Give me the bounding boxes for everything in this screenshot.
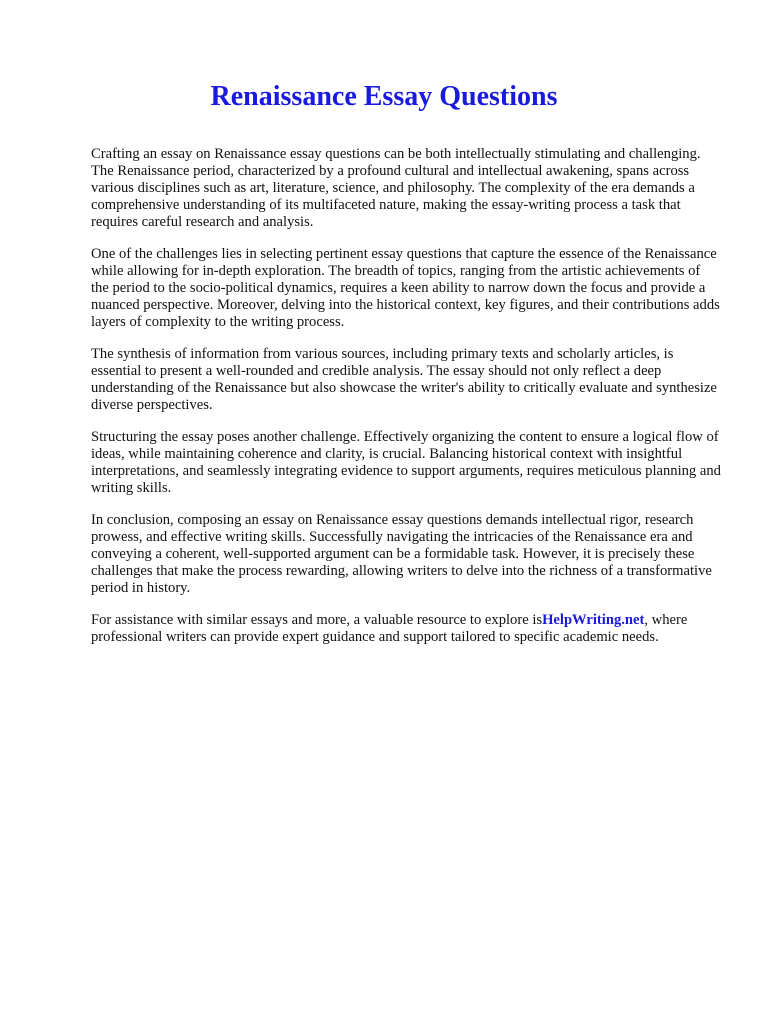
helpwriting-link[interactable]: HelpWriting.net	[542, 612, 645, 628]
document-body	[91, 146, 721, 661]
page-title: Renaissance Essay Questions	[210, 81, 558, 112]
paragraph-resource	[91, 612, 721, 646]
paragraph-conclusion: In conclusion, composing an essay on Renaissance essay questions demands intellectual rigor, research prowess, and effective writing skills. Successfully navigating the intricacies of the Renaissance era and conveying a coherent, well-supported argument can be a formidable task. However, it is precisely these challenges that make the process rewarding, allowing writers to delve into the richness of a transformative period in history.	[91, 512, 712, 596]
resource-text-after-link: , where professional writers can provide expert guidance and support tailored to specific academic needs.	[91, 612, 688, 645]
paragraph-synthesis: The synthesis of information from various sources, including primary texts and scholarly articles, is essential to present a well-rounded and credible analysis. The essay should not only reflect a deep understanding of the Renaissance but also showcase the writer's ability to critically evaluate and synthesize diverse perspectives.	[91, 346, 717, 413]
paragraph-intro: Crafting an essay on Renaissance essay questions can be both intellectually stimulating and challenging. The Renaissance period, characterized by a profound cultural and intellectual awakening, spans across various disciplines such as art, literature, science, and philosophy. The complexity of the era demands a comprehensive understanding of its multifaceted nature, making the essay-writing process a task that requires careful research and analysis.	[91, 146, 701, 230]
paragraph-challenges: One of the challenges lies in selecting pertinent essay questions that capture the essence of the Renaissance while allowing for in-depth exploration. The breadth of topics, ranging from the artistic achievements of the period to the socio-political dynamics, requires a keen ability to narrow down the focus and provide a nuanced perspective. Moreover, delving into the historical context, key figures, and their contributions adds layers of complexity to the writing process.	[91, 246, 720, 330]
paragraph-structure: Structuring the essay poses another challenge. Effectively organizing the content to ensure a logical flow of ideas, while maintaining coherence and clarity, is crucial. Balancing historical context with insightful interpretations, and seamlessly integrating evidence to support arguments, requires meticulous planning and writing skills.	[91, 429, 721, 496]
resource-text-before-link: For assistance with similar essays and more, a valuable resource to explore is	[91, 612, 543, 628]
